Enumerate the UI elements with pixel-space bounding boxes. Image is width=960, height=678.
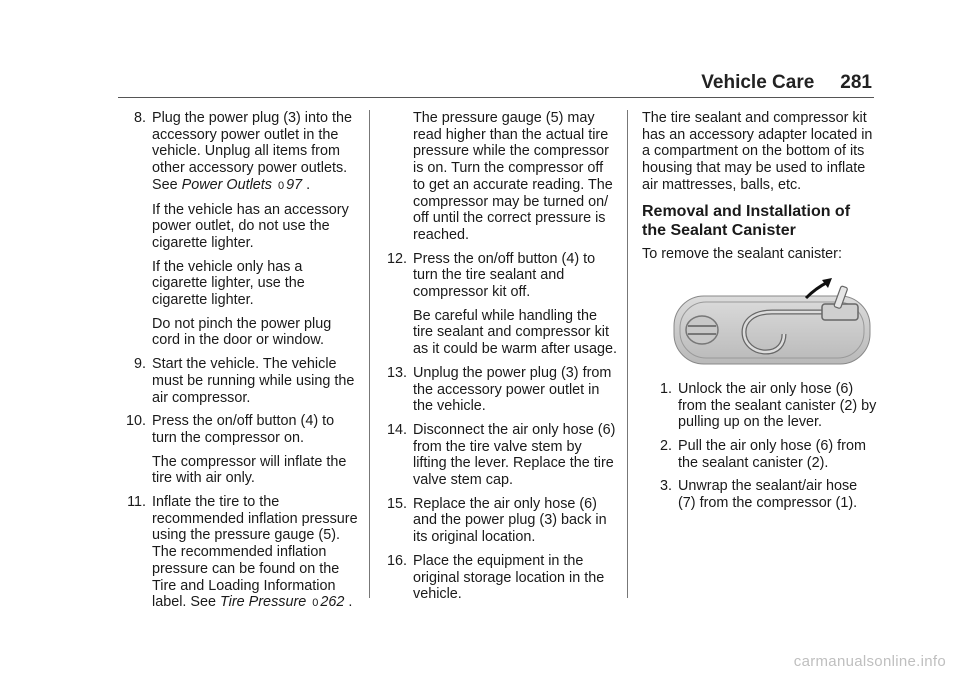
step-number: 11. [127,494,146,511]
step-text: Inflate the tire to the recommended inflation pressure using the pressure gauge (5). The recommended inflation pressure can be found on the Tire and Loading Information label. See Tire Pressure 0 262 . [152,494,358,611]
cross-reference[interactable]: Power Outlets [181,176,272,193]
continued-paragraph: The pressure gauge (5) may read higher than the actual tire pressure while the compressor is on. Turn the compressor off to get an accurate reading. The compressor may be turned on/ off until the correct pressure is reached. [413,110,613,243]
step-text: Unplug the power plug (3) from the accessory power outlet in the vehicle. [413,364,612,415]
step-number: 13. [386,364,407,381]
column-3 [642,110,878,512]
step-1 [642,381,878,431]
step-text: Press the on/off button (4) to turn the compressor on. [152,413,335,446]
column-divider-1 [369,110,370,598]
step-number: 2. [659,438,672,455]
step-number: 10. [125,413,146,430]
step-paragraph: If the vehicle only has a cigarette lighter, use the cigarette lighter. [152,258,305,309]
step-number: 1. [659,380,672,397]
step-3 [642,478,878,511]
step-10 [111,413,358,487]
step-number: 14. [386,421,407,438]
step-text: Plug the power plug (3) into the accessory power outlet in the vehicle. Unplug all items from other accessory power outlets. See Power Outlets 0 97 . [152,110,352,193]
step-number: 15. [386,495,407,512]
step-paragraph: If the vehicle has an accessory power outlet, do not use the cigarette lighter. [152,201,349,251]
step-2 [642,438,878,471]
step-number: 3. [659,478,672,495]
header-rule [118,97,874,98]
column-2 [383,110,619,603]
step-9 [122,356,358,406]
step-number: 16. [386,552,407,569]
lead-text: To remove the sealant canister: [642,245,842,262]
section-heading: Removal and Installation of the Sealant Canister [642,202,851,239]
step-text: Start the vehicle. The vehicle must be running while using the air compressor. [152,356,355,406]
watermark: carmanualsonline.info [793,653,946,670]
page-ref-icon: 0 [312,597,319,610]
step-text: Unwrap the sealant/air hose (7) from the compressor (1). [678,478,858,512]
step-15 [383,496,619,546]
step-paragraph: Do not pinch the power plug cord in the door or window. [152,315,332,349]
step-text: Place the equipment in the original storage location in the vehicle. [413,552,605,603]
step-text: Press the on/off button (4) to turn the tire sealant and compressor kit off. [413,250,596,301]
page-header [701,72,872,94]
column-1 [122,110,358,612]
column-divider-2 [627,110,628,598]
step-16 [383,553,619,603]
step-paragraph: Be careful while handling the tire sealant and compressor kit as it could be warm after usage. [413,307,617,358]
step-14 [383,422,619,489]
page-ref[interactable]: 97 [286,176,303,193]
step-text: Unlock the air only hose (6) from the sealant canister (2) by pulling up on the lever. [678,380,877,431]
step-text: Replace the air only hose (6) and the power plug (3) back in its original location. [413,495,607,546]
sealant-canister-illustration [672,274,872,368]
step-8 [122,110,358,349]
step-number: 9. [133,356,146,373]
step-text: Disconnect the air only hose (6) from the tire valve stem by lifting the lever. Replace the tire valve stem cap. [413,421,616,489]
page-number: 281 [840,72,872,93]
intro-paragraph: The tire sealant and compressor kit has an accessory adapter located in a compartment on the bottom of its housing that may be used to inflate air mattresses, balls, etc. [642,110,873,193]
step-13 [383,365,619,415]
cross-reference[interactable]: Tire Pressure [220,594,307,611]
step-text: Pull the air only hose (6) from the sealant canister (2). [678,438,866,471]
step-paragraph: The compressor will inflate the tire with air only. [152,453,347,487]
step-11 [111,494,358,612]
step-number: 12. [386,250,407,267]
page-ref[interactable]: 262 [320,594,345,611]
step-12 [383,251,619,358]
section-title: Vehicle Care [701,72,815,93]
step-number: 8. [133,110,146,126]
page-ref-icon: 0 [278,179,285,192]
